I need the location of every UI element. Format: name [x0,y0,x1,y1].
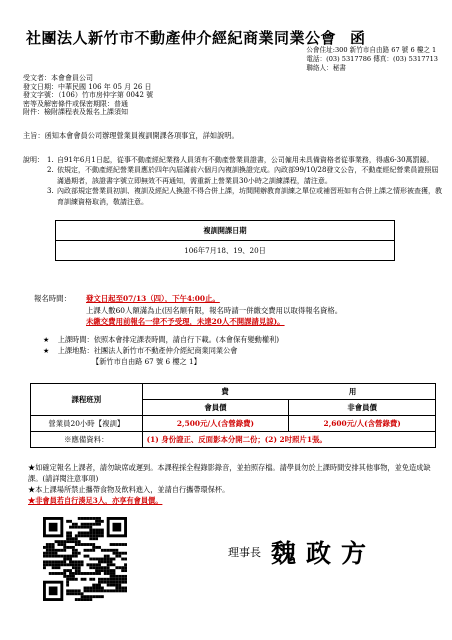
explanation-item [47,155,443,165]
item-text: 依規定，不動產經紀營業員應於四年內屆滿前六個月內複訓換證完成。內政部99/10/28發文公告，不動產經紀營業員證照屆滿過期者，該證書字號立即無效不再通知，需重新上營業員30小時之訓練課程，請注意。 [57,166,439,185]
item-text: 內政部規定營業員初訓、複訓及經紀人換證不得合併上課，坊間開辦教育訓練之單位或補習班如有合併上課之情形被查獲，教育訓練資格取消，敬請注意。 [57,187,442,206]
class-location-address: 【新竹市自由路 67 號 6 樓之 1】 [92,357,201,367]
signer-role: 理事長 [228,546,261,559]
docs-text: (1) 身份證正、反面影本分開二份；(2) 2吋照片1張。 [142,432,435,448]
fee-header-char-1: 費 [221,387,229,396]
registration-capacity: 上課人數60人額滿為止(因名額有限，報名時請一併繳交費用以取得報名資格。 [86,305,343,315]
explanation-section [23,155,443,207]
association-name: 社團法人新竹市不動產仲介經紀商業同業公會 [26,29,337,47]
item-number: 1. [47,156,54,164]
course-name: 營業員20小時【複訓】 [31,416,143,432]
registration-time-label: 報名時間： [34,294,71,303]
class-info [43,334,279,368]
note-nonmember: ★非會員若自行湊足3人，亦享有會員價。 [28,496,163,505]
star-icon: ★ [43,335,50,344]
registration-time-value: 發文日起至07/13（四），下午4:00止。 [86,294,220,303]
explanation-item [47,165,443,186]
member-price: 2,500元/人(含營錄費) [142,416,289,432]
note-attendance: ★如確定報名上課者，請勿缺席或遲到。本課程採全程錄影錄音，並拍照存檔。請學員勿於上課時間安排其他事物，並免造成缺課。(請詳閱注意事項) [28,463,431,483]
class-time-row [43,334,279,345]
course-header: 課程班別 [31,384,143,416]
item-text: 自91年6月1日起，從事不動產經紀業務人員須有不動產營業員證書，公司僱用未具備資格者從事業務，得處6-30萬罰鍰。 [57,156,434,164]
notes-section [28,462,440,506]
registration-warning: 未繳交費用前報名一律不予受理，未達20人不開課請見諒)。 [86,317,285,327]
meta-date: 發文日期：中華民國 106 年 05 月 26 日 [23,82,152,91]
class-location-label: 上課地點： [57,346,94,356]
schedule-dates: 106年7月18、19、20日 [56,241,395,261]
registration-block [34,293,342,328]
star-icon: ★ [43,346,50,356]
meta-attachment: 附件：檢附課程表及報名上課須知 [23,108,128,117]
nonmember-price-header: 非會員價 [289,400,436,416]
qr-code-icon [43,517,127,601]
item-number: 3. [47,187,54,196]
signer-name: 魏政方 [271,539,377,568]
explanation-item [47,186,443,207]
contact-block [306,46,438,73]
item-number: 2. [47,166,54,175]
schedule-table [55,220,395,261]
note-food: ★本上課場所禁止攜帶食物及飲料進入，並請自行攜帶環保杯。 [28,485,230,494]
signature-block [228,534,376,570]
class-time-label: 上課時間： [57,335,94,344]
schedule-header: 複訓開課日期 [56,221,395,241]
member-price-header: 會員價 [142,400,289,416]
docs-label: ※應備資料： [31,432,143,448]
contact-phone: 電話：(03) 5317786 傳真：(03) 5317713 [306,55,438,63]
class-location-row [43,345,279,356]
subject-line: 主旨：函知本會會員公司辦理營業員複訓開課各項事宜，詳如說明。 [23,131,239,140]
contact-address: 公會住址:300 新竹市自由路 67 號 6 樓之 1 [306,46,437,54]
meta-recipient: 受文者：本會會員公司 [23,74,93,82]
document-meta [23,74,153,117]
document-title [26,27,366,48]
class-location-text: 社團法人新竹市不動產仲介經紀商業同業公會 [93,346,238,356]
fee-header-char-2: 用 [348,387,357,396]
meta-number: 發文字號：（106）竹市房仲字第 0042 號 [23,91,154,100]
contact-person: 聯絡人：秘書 [306,64,346,72]
fee-header [142,384,435,400]
nonmember-price: 2,600元/人(含營錄費) [289,416,436,432]
class-time-text: 依照本會排定課表時間，請自行下載。(本會保有變動權利) [93,335,280,344]
fee-table [30,383,436,448]
explanation-label: 說明： [23,156,44,164]
meta-classification: 密等及解密條件或保密期限：普通 [23,99,128,108]
document-type: 函 [350,29,366,47]
